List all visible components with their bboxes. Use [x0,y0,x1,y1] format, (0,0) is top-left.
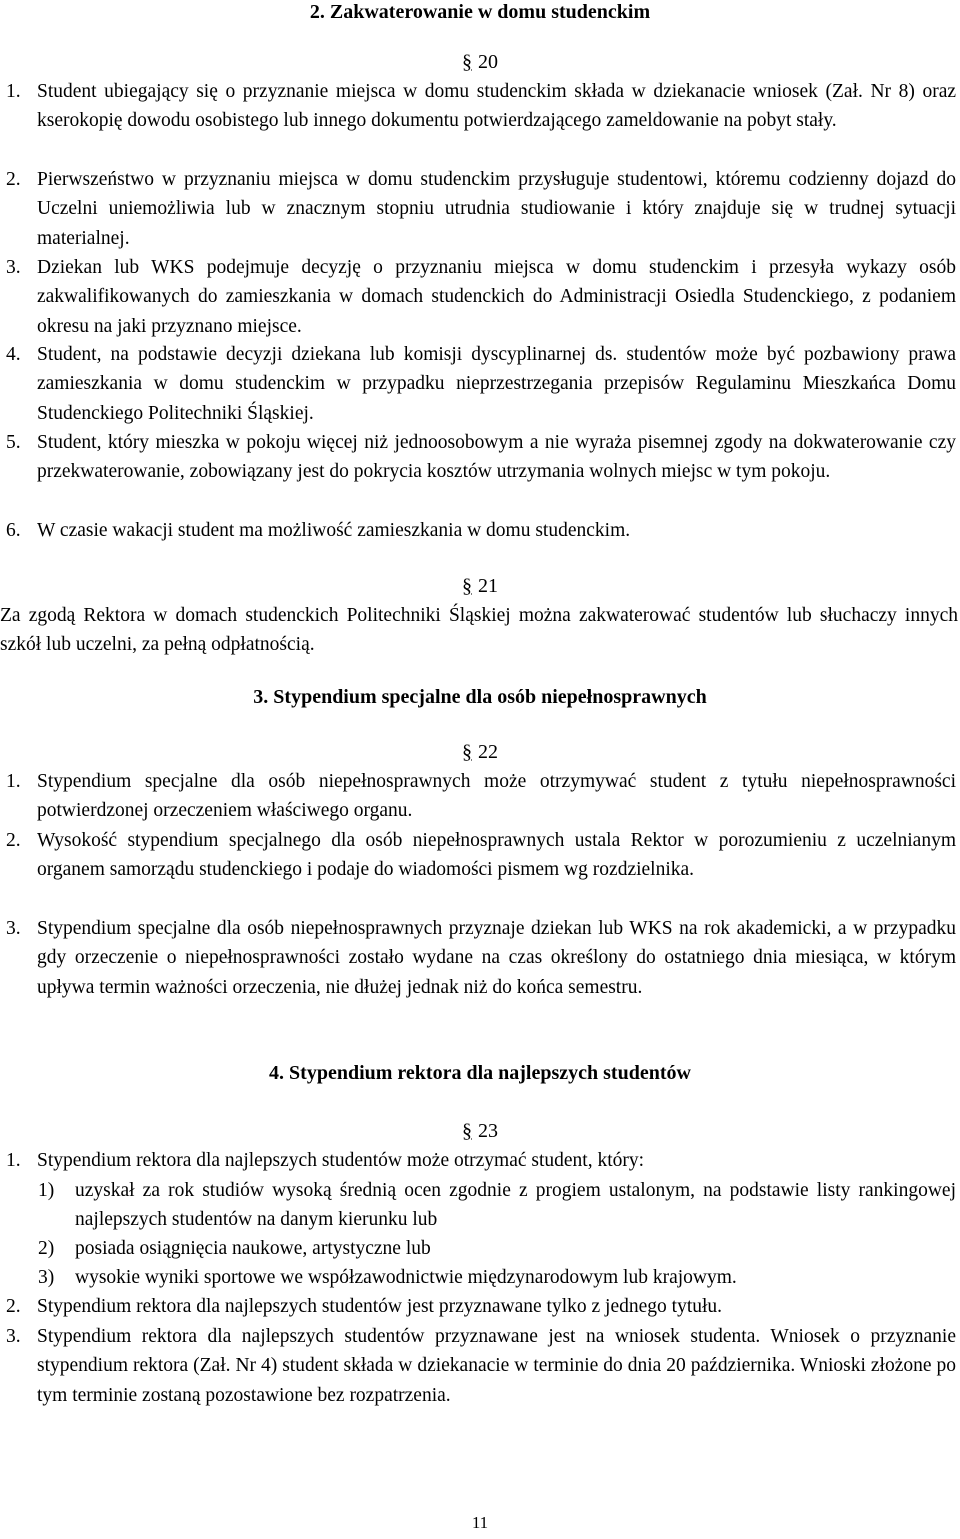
list-item [6,914,956,1002]
item-text: Stypendium rektora dla najlepszych studentów przyznawane jest na wniosek studenta. Wniosek o przyznanie stypendium rektora (Zał. Nr 4) student składa w dziekanacie w terminie do dnia 20 października. Wnioski złożone po tym terminie zostaną pozostawione bez rozpatrzenia. [37,1326,956,1406]
paragraph-marker [0,571,960,601]
item-number: 3. [6,1326,21,1347]
list-item [6,826,956,885]
item-text: Wysokość stypendium specjalnego dla osób niepełnosprawnych ustala Rektor w porozumieniu z uczelnianym organem samorządu studenckiego i podaje do wiadomości pismem wg rozdzielnika. [37,830,956,881]
list-item [6,340,956,428]
item-text: W czasie wakacji student ma możliwość zamieszkania w domu studenckim. [37,520,631,541]
sub-item-number: 1) [38,1180,55,1201]
list-item [6,253,956,341]
list-item [6,767,956,826]
section-title: 3. Stypendium specjalne dla osób niepełnosprawnych [253,686,707,708]
paragraph-marker [0,47,960,77]
item-number: 4. [6,344,21,365]
sub-item-text: uzyskał za rok studiów wysoką średnią ocen zgodnie z progiem ustalonym, na podstawie listy rankingowej najlepszych studentów na danym kierunku lub [75,1180,956,1231]
item-number: 2. [6,830,21,851]
item-number: 1. [6,81,21,102]
section-title: 4. Stypendium rektora dla najlepszych studentów [269,1062,691,1084]
item-number: 6. [6,520,21,541]
list-item [6,1292,956,1321]
item-text: Stypendium rektora dla najlepszych studentów może otrzymać student, który: [37,1150,645,1171]
paragraph-number: 20 [478,51,498,73]
sub-item-number: 3) [38,1267,55,1288]
sub-list-item [38,1176,956,1235]
item-text: Student ubiegający się o przyznanie miejsca w domu studenckim składa w dziekanacie wniosek (Zał. Nr 8) oraz kserokopię dowodu osobistego lub innego dokumentu potwierdzającego zameldowanie na pobyt stały. [37,81,956,132]
item-number: 2. [6,169,21,190]
paragraph-marker [0,737,960,767]
page-number: 11 [471,1513,489,1532]
list-item [6,1322,956,1410]
sub-item-text: wysokie wyniki sportowe we współzawodnictwie międzynarodowym lub krajowym. [75,1267,737,1288]
item-text: Student, na podstawie decyzji dziekana lub komisji dyscyplinarnej ds. studentów może być pozbawiony prawa zamieszkania w domu studenckim w przypadku nieprzestrzegania przepisów Regulaminu Mieszkańca Domu Studenckiego Politechniki Śląskiej. [37,344,956,424]
item-number: 3. [6,918,21,939]
list-item [6,77,956,136]
sub-item-number: 2) [38,1238,55,1259]
item-text: Stypendium rektora dla najlepszych studentów jest przyznawane tylko z jednego tytułu. [37,1296,723,1317]
item-number: 1. [6,771,21,792]
section-sign: § [462,1120,472,1142]
item-number: 3. [6,257,21,278]
section-sign: § [462,741,472,763]
section-title: 2. Zakwaterowanie w domu studenckim [309,1,651,23]
paragraph-number: 23 [478,1120,498,1142]
list-item [6,428,956,487]
list-item [6,165,956,253]
sub-list-item [38,1234,956,1263]
item-text: Student, który mieszka w pokoju więcej niż jednoosobowym a nie wyraża pisemnej zgody na dokwaterowanie czy przekwaterowanie, zobowiązany jest do pokrycia kosztów utrzymania wolnych miejsc w tym pokoju. [37,432,956,483]
sub-list-item [38,1263,956,1292]
paragraph-marker [0,1116,960,1146]
item-number: 5. [6,432,21,453]
item-text: Dziekan lub WKS podejmuje decyzję o przyznaniu miejsca w domu studenckim i przesyła wykazy osób zakwalifikowanych do zamieszkania w domach studenckich do Administracji Osiedla Studenckiego, z podaniem okresu na jaki przyznano miejsce. [37,257,956,337]
list-item [6,1146,956,1175]
item-text: Stypendium specjalne dla osób niepełnosprawnych przyznaje dziekan lub WKS na rok akademicki, a w przypadku gdy orzeczenie o niepełnosprawności zostało wydane na czas określony do ostatniego dnia miesiąca, w którym upływa termin ważności orzeczenia, nie dłużej jednak niż do końca semestru. [37,918,956,998]
list-item [6,516,956,545]
paragraph-number: 21 [478,575,498,597]
item-number: 1. [6,1150,21,1171]
sub-item-text: posiada osiągnięcia naukowe, artystyczne lub [75,1238,431,1259]
paragraph-text: Za zgodą Rektora w domach studenckich Politechniki Śląskiej można zakwaterować studentów lub słuchaczy innych szkół lub uczelni, za pełną odpłatnością. [0,605,958,656]
paragraph-number: 22 [478,741,498,763]
item-text: Stypendium specjalne dla osób niepełnosprawnych może otrzymywać student z tytułu niepełnosprawności potwierdzonej orzeczeniem właściwego organu. [37,771,956,822]
item-number: 2. [6,1296,21,1317]
item-text: Pierwszeństwo w przyznaniu miejsca w domu studenckim przysługuje studentowi, któremu codzienny dojazd do Uczelni uniemożliwia lub w znacznym stopniu utrudnia studiowanie i który znajduje się w trudnej sytuacji materialnej. [37,169,956,249]
section-sign: § [462,51,472,73]
section-sign: § [462,575,472,597]
